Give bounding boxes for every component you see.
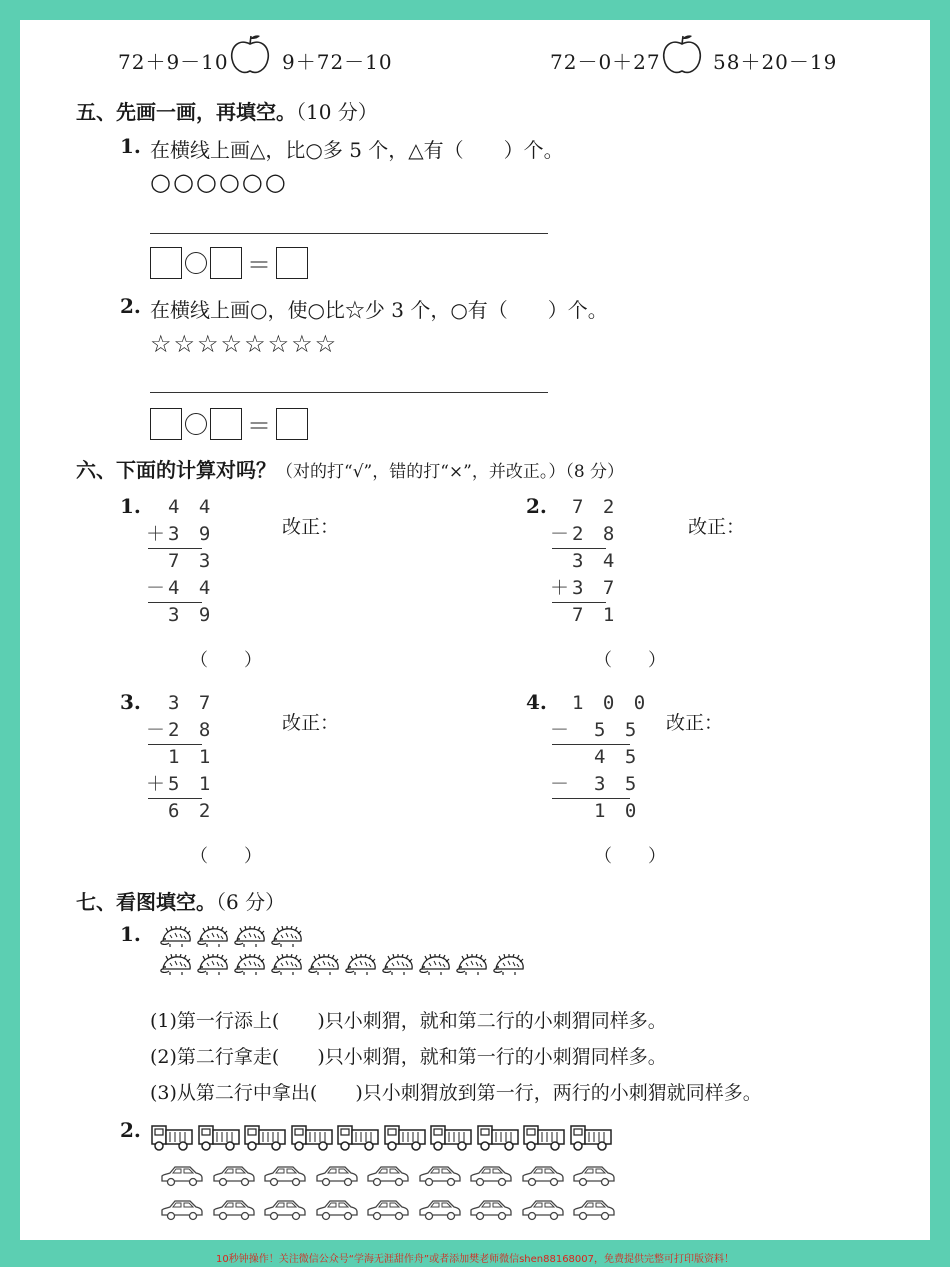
section5-score: （10 分） (296, 100, 378, 124)
truck-icon (522, 1122, 566, 1152)
q7-2-number: 2. (120, 1118, 141, 1142)
calc-line: －4 4 (146, 577, 215, 599)
car-icon (469, 1164, 513, 1188)
answer-box[interactable] (276, 408, 308, 440)
equals-sign: ＝ (247, 251, 271, 279)
section6-heading (76, 454, 624, 483)
q7-line-1: (1)第一行添上( )只小刺猬，就和第二行的小刺猬同样多。 (150, 1010, 667, 1032)
calc-line: 4 4 (168, 496, 215, 518)
section6-title: 六、下面的计算对吗？ (76, 458, 276, 482)
car-icon (572, 1164, 616, 1188)
operator-circle[interactable] (185, 252, 207, 274)
car-icon (366, 1164, 410, 1188)
q2-draw-line[interactable] (150, 392, 548, 393)
truck-icon (290, 1122, 334, 1152)
q7-1-number: 1. (120, 922, 141, 946)
calc-rule (148, 798, 202, 799)
truck-icon (383, 1122, 427, 1152)
truck-icon (429, 1122, 473, 1152)
hedgehog-icon (271, 926, 303, 948)
fix-label: 改正： (688, 516, 746, 538)
hedgehog-icon (419, 954, 451, 976)
calc-line: －2 8 (146, 719, 215, 741)
hedgehog-icon (271, 954, 303, 976)
car-icon (315, 1164, 359, 1188)
hedgehog-icon (160, 954, 192, 976)
calc-line: － 3 5 (550, 773, 641, 795)
calc-line: 3 7 (168, 692, 215, 714)
calc-rule (552, 548, 606, 549)
car-icon (160, 1164, 204, 1188)
equals-sign: ＝ (247, 412, 271, 440)
hedgehog-icon (197, 926, 229, 948)
calc-line: 6 2 (168, 800, 215, 822)
answer-box[interactable] (150, 408, 182, 440)
hedgehog-icon (493, 954, 525, 976)
answer-box[interactable] (210, 247, 242, 279)
answer-box[interactable] (210, 408, 242, 440)
q1-number: 1. (120, 134, 141, 158)
calc-line: 3 4 (572, 550, 619, 572)
section5-heading (76, 96, 378, 125)
calc-line: ＋3 9 (146, 523, 215, 545)
compare-right-b: 58＋20－19 (713, 50, 838, 74)
calc-line: 4 5 (594, 746, 641, 768)
truck-icon (197, 1122, 241, 1152)
calc-line: ＋3 7 (550, 577, 619, 599)
section7-score: （6 分） (216, 890, 286, 914)
apple-blank-icon[interactable] (228, 34, 272, 76)
car-icon (366, 1198, 410, 1222)
truck-icon (569, 1122, 613, 1152)
fix-label: 改正： (666, 712, 724, 734)
truck-icon (243, 1122, 287, 1152)
q1-circles: ○○○○○○ (150, 168, 288, 196)
calc-rule (148, 744, 202, 745)
car-icon (212, 1164, 256, 1188)
car-icon (521, 1198, 565, 1222)
hedgehog-icon (456, 954, 488, 976)
car-icon (263, 1164, 307, 1188)
car-icon (418, 1198, 462, 1222)
section7-title: 七、看图填空。 (76, 890, 216, 914)
hedgehog-icon (160, 926, 192, 948)
calc-line: 3 9 (168, 604, 215, 626)
q2-stars: ☆☆☆☆☆☆☆☆ (150, 330, 339, 358)
truck-icon (336, 1122, 380, 1152)
worksheet (20, 20, 930, 1240)
problem-number: 2. (526, 494, 547, 518)
calc-rule (148, 602, 202, 603)
q7-line-3: (3)从第二行中拿出( )只小刺猬放到第一行，两行的小刺猬就同样多。 (150, 1082, 762, 1104)
judge-paren[interactable]: （ ） (594, 650, 666, 671)
vertical-calc-3 (146, 690, 214, 825)
q1-text: 在横线上画△，比○多 5 个，△有（ ）个。 (150, 138, 564, 162)
calc-rule (552, 798, 630, 799)
calc-rule (552, 602, 606, 603)
apple-blank-icon[interactable] (660, 34, 704, 76)
car-icon (263, 1198, 307, 1222)
q2-text: 在横线上画○，使○比☆少 3 个，○有（ ）个。 (150, 298, 608, 322)
calc-line: 1 0 0 (572, 692, 650, 714)
vertical-calc-4 (550, 690, 649, 825)
q1-draw-line[interactable] (150, 233, 548, 234)
calc-line: 7 3 (168, 550, 215, 572)
car-icon (315, 1198, 359, 1222)
q2-equation-boxes (150, 406, 308, 441)
hedgehog-icon (308, 954, 340, 976)
hedgehog-icon (382, 954, 414, 976)
car-icon (572, 1198, 616, 1222)
problem-number: 1. (120, 494, 141, 518)
calc-line: 7 1 (572, 604, 619, 626)
answer-box[interactable] (276, 247, 308, 279)
compare-left-b: 9＋72－10 (282, 50, 393, 74)
hedgehog-icon (345, 954, 377, 976)
vertical-calc-1 (146, 494, 214, 629)
judge-paren[interactable]: （ ） (190, 650, 262, 671)
operator-circle[interactable] (185, 413, 207, 435)
car-icon (212, 1198, 256, 1222)
judge-paren[interactable]: （ ） (594, 846, 666, 867)
calc-line: 7 2 (572, 496, 619, 518)
problem-number: 4. (526, 690, 547, 714)
calc-rule (148, 548, 202, 549)
car-icon (521, 1164, 565, 1188)
vertical-calc-2 (550, 494, 618, 629)
section6-note: （对的打“√”，错的打“×”，并改正。）（8 分） (276, 462, 625, 482)
truck-icon (150, 1122, 194, 1152)
problem-number: 3. (120, 690, 141, 714)
fix-label: 改正： (282, 516, 340, 538)
compare-left-a: 72＋9－10 (118, 50, 229, 74)
hedgehog-icon (197, 954, 229, 976)
calc-line: 1 0 (594, 800, 641, 822)
hedgehog-icon (234, 926, 266, 948)
hedgehog-icon (234, 954, 266, 976)
calc-rule (552, 744, 630, 745)
car-icon (418, 1164, 462, 1188)
car-icon (469, 1198, 513, 1222)
fix-label: 改正： (282, 712, 340, 734)
truck-icon (476, 1122, 520, 1152)
section7-heading (76, 886, 285, 915)
calc-line: －2 8 (550, 523, 619, 545)
calc-line: ＋5 1 (146, 773, 215, 795)
section5-title: 五、先画一画，再填空。 (76, 100, 296, 124)
q7-line-2: (2)第二行拿走( )只小刺猬，就和第一行的小刺猬同样多。 (150, 1046, 667, 1068)
car-icon (160, 1198, 204, 1222)
calc-line: 1 1 (168, 746, 215, 768)
compare-right-a: 72－0＋27 (550, 50, 661, 74)
calc-line: － 5 5 (550, 719, 641, 741)
judge-paren[interactable]: （ ） (190, 846, 262, 867)
answer-box[interactable] (150, 247, 182, 279)
q1-equation-boxes (150, 245, 308, 280)
footer-notice: 10秒钟操作！关注微信公众号“学海无涯甜作舟”或者添加樊老师微信shen88168007，免费提供完整可打印版资料！ (215, 1254, 735, 1265)
q2-number: 2. (120, 294, 141, 318)
